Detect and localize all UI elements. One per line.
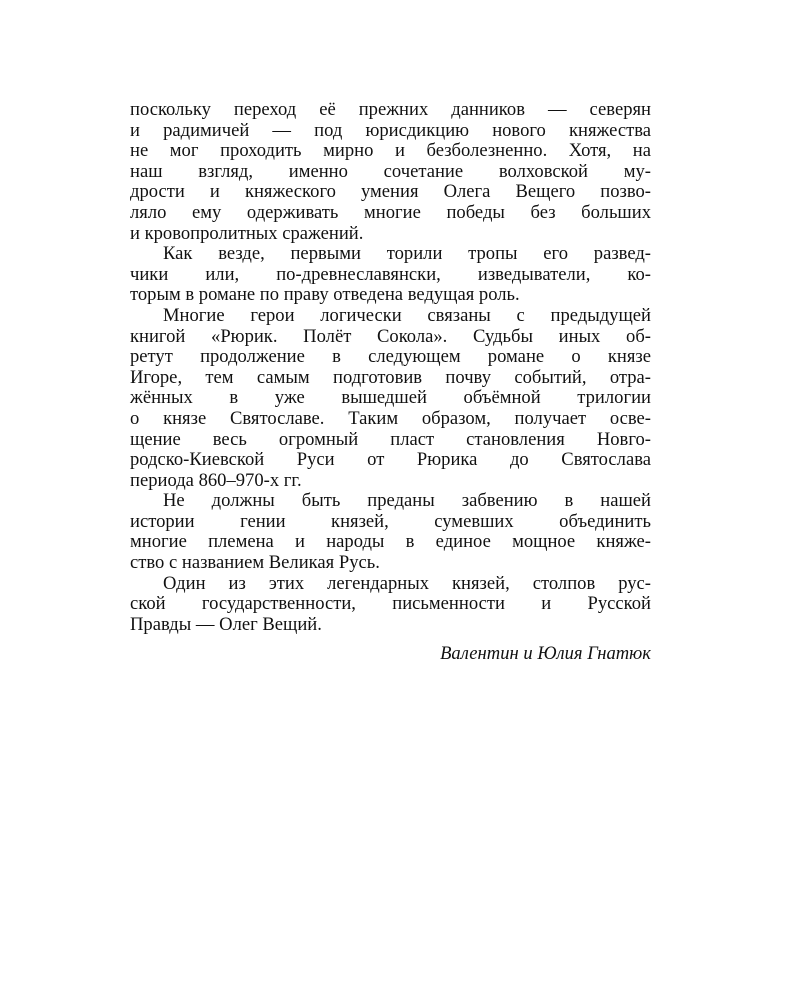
paragraph	[130, 306, 651, 491]
text-line: ляло ему одерживать многие победы без больших	[130, 201, 651, 223]
text-line: и радимичей — под юрисдикцию нового княжества	[130, 119, 651, 141]
text-line: периода 860–970-х гг.	[130, 469, 302, 491]
text-line: ство с названием Великая Русь.	[130, 552, 380, 574]
text-line: о князе Святославе. Таким образом, получает осве-	[130, 407, 651, 429]
text-line: ретут продолжение в следующем романе о князе	[130, 346, 651, 368]
text-line: Правды — Олег Вещий.	[130, 613, 322, 635]
paragraph	[130, 574, 651, 636]
paragraph	[130, 244, 651, 306]
text-line: щение весь огромный пласт становления Новго-	[130, 428, 651, 450]
text-line: книгой «Рюрик. Полёт Сокола». Судьбы иных об-	[130, 325, 651, 347]
text-line: родско-Киевской Руси от Рюрика до Святослава	[130, 449, 651, 471]
text-line: дрости и княжеского умения Олега Вещего позво-	[130, 181, 651, 203]
text-line: истории гении князей, сумевших объединить	[130, 510, 651, 532]
paragraph	[130, 100, 651, 244]
paragraph	[130, 491, 651, 573]
text-line: поскольку переход её прежних данников — северян	[130, 99, 651, 120]
text-line: Один из этих легендарных князей, столпов рус-	[163, 572, 651, 594]
text-line: Многие герои логически связаны с предыдущей	[163, 304, 651, 326]
text-line: чики или, по-древнеславянски, изведыватели, ко-	[130, 263, 651, 285]
text-line: не мог проходить мирно и безболезненно. Хотя, на	[130, 140, 651, 162]
text-line: ской государственности, письменности и Русской	[130, 593, 651, 615]
text-line: наш взгляд, именно сочетание волховской му-	[130, 160, 651, 182]
text-line: торым в романе по праву отведена ведущая роль.	[130, 284, 520, 306]
text-line: многие племена и народы в единое мощное княже-	[130, 531, 651, 553]
text-line: жённых в уже вышедшей объёмной трилогии	[130, 387, 651, 409]
text-line: Игоре, тем самым подготовив почву событий, отра-	[130, 366, 651, 388]
text-line: и кровопролитных сражений.	[130, 222, 364, 244]
document-body	[130, 100, 651, 635]
text-line: Как везде, первыми торили тропы его развед-	[163, 243, 651, 265]
author-signature: Валентин и Юлия Гнатюк	[440, 643, 651, 664]
text-line: Не должны быть преданы забвению в нашей	[163, 490, 651, 512]
